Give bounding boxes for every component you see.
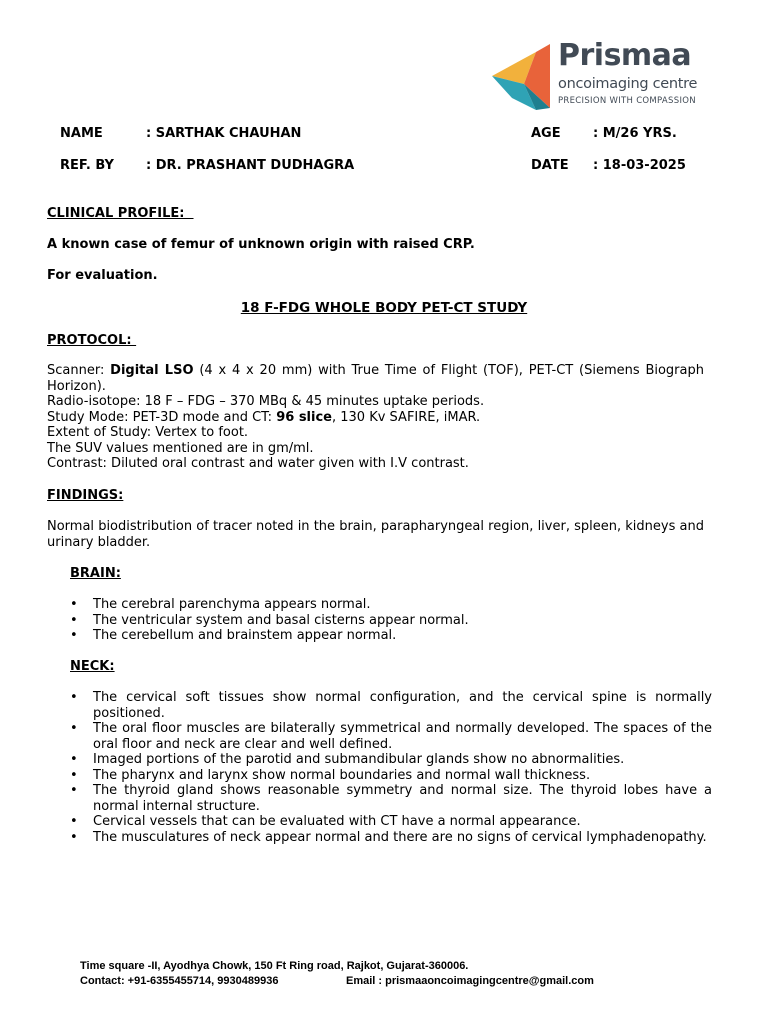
neck-item: • The thyroid gland shows reasonable symmetry and normal size. The thyroid lobes have a normal internal structure. bbox=[70, 783, 712, 814]
brand-subname: oncoimaging centre bbox=[558, 76, 698, 92]
neck-item: • The oral floor muscles are bilaterally symmetrical and normally developed. The spaces of the oral floor and neck are clear and well defined. bbox=[70, 721, 712, 752]
name-value: : SARTHAK CHAUHAN bbox=[146, 126, 302, 141]
clinical-line-1: A known case of femur of unknown origin with raised CRP. bbox=[47, 237, 475, 252]
brain-findings-list bbox=[70, 597, 712, 644]
clinical-profile-heading: CLINICAL PROFILE: bbox=[47, 206, 194, 221]
study-title: 18 F-FDG WHOLE BODY PET-CT STUDY bbox=[240, 300, 528, 316]
date-value: : 18-03-2025 bbox=[593, 158, 686, 173]
protocol-isotope: Radio-isotope: 18 F – FDG – 370 MBq & 45 minutes uptake periods. bbox=[47, 394, 485, 409]
neck-findings-list bbox=[70, 690, 712, 845]
age-value: : M/26 YRS. bbox=[593, 126, 677, 141]
protocol-mode: Study Mode: PET-3D mode and CT: 96 slice, 130 Kv SAFIRE, iMAR. bbox=[47, 409, 481, 425]
neck-heading: NECK: bbox=[70, 659, 115, 674]
protocol-block bbox=[47, 363, 704, 472]
ref-label: REF. BY bbox=[60, 158, 114, 173]
findings-intro: Normal biodistribution of tracer noted in the brain, parapharyngeal region, liver, spleen, kidneys and urinary bladder. bbox=[47, 519, 704, 550]
brain-item: • The ventricular system and basal cisterns appear normal. bbox=[70, 613, 712, 629]
prisma-triangle-icon bbox=[492, 38, 558, 112]
footer-address: Time square -II, Ayodhya Chowk, 150 Ft Ring road, Rajkot, Gujarat-360006. bbox=[80, 960, 469, 972]
protocol-scanner: Scanner: Digital LSO (4 x 4 x 20 mm) with True Time of Flight (TOF), PET-CT (Siemens Biograph Horizon). bbox=[47, 363, 704, 394]
brain-item: • The cerebellum and brainstem appear normal. bbox=[70, 628, 712, 644]
brand-name: Prismaa bbox=[558, 38, 692, 73]
brain-heading: BRAIN: bbox=[70, 566, 121, 581]
date-label: DATE bbox=[531, 158, 569, 173]
protocol-contrast: Contrast: Diluted oral contrast and water given with I.V contrast. bbox=[47, 456, 469, 471]
protocol-extent: Extent of Study: Vertex to foot. bbox=[47, 425, 249, 440]
protocol-suv: The SUV values mentioned are in gm/ml. bbox=[47, 440, 314, 456]
footer-email: Email : prismaaoncoimagingcentre@gmail.com bbox=[346, 975, 594, 987]
neck-item: • Cervical vessels that can be evaluated with CT have a normal appearance. bbox=[70, 814, 712, 830]
protocol-heading: PROTOCOL: bbox=[47, 333, 137, 348]
prismaa-logo bbox=[492, 38, 722, 112]
neck-item: • The cervical soft tissues show normal configuration, and the cervical spine is normally positioned. bbox=[70, 690, 712, 721]
brain-item: • The cerebral parenchyma appears normal. bbox=[70, 597, 712, 613]
neck-item: • The musculatures of neck appear normal and there are no signs of cervical lymphadenopathy. bbox=[70, 830, 712, 846]
footer-contact: Contact: +91-6355455714, 9930489936 bbox=[80, 975, 279, 987]
findings-heading: FINDINGS: bbox=[47, 488, 124, 503]
clinical-line-2: For evaluation. bbox=[47, 268, 158, 283]
neck-item: • The pharynx and larynx show normal boundaries and normal wall thickness. bbox=[70, 768, 712, 784]
brand-tagline: PRECISION WITH COMPASSION bbox=[558, 96, 696, 106]
age-label: AGE bbox=[531, 126, 561, 141]
name-label: NAME bbox=[60, 126, 103, 141]
ref-value: : DR. PRASHANT DUDHAGRA bbox=[146, 158, 355, 173]
neck-item: • Imaged portions of the parotid and submandibular glands show no abnormalities. bbox=[70, 752, 712, 768]
